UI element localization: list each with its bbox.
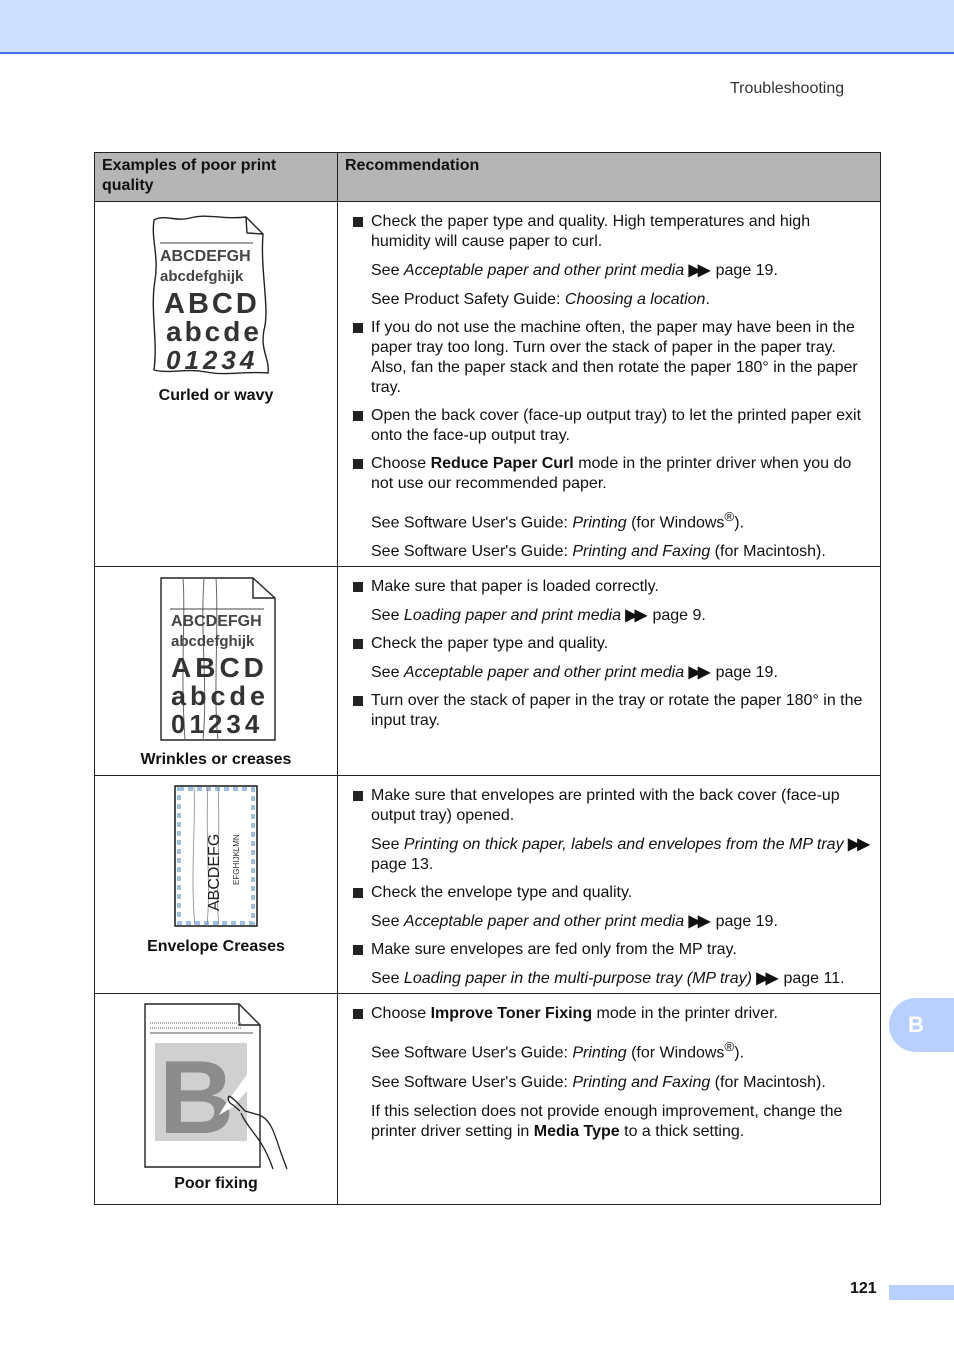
double-arrow-icon: ▶▶: [756, 970, 775, 988]
reference: See Acceptable paper and other print media ▶▶ page 19.: [371, 262, 778, 279]
page-number: 121: [850, 1280, 877, 1297]
reference: See Loading paper in the multi-purpose tray (MP tray) ▶▶ page 11.: [371, 970, 845, 988]
example-cell: [95, 776, 338, 994]
illus-line-4: abcde: [171, 681, 270, 712]
reference: See Loading paper and print media ▶▶ page 9.: [371, 607, 706, 625]
bullet-item: Choose Improve Toner Fixing mode in the printer driver.: [351, 1004, 872, 1024]
page-number-bar: [889, 1285, 954, 1300]
note: If this selection does not provide enough improvement, change the printer driver setting in Media Type to a thick setting.: [371, 1102, 843, 1140]
illus-line-5: 01234: [171, 709, 264, 740]
envelope-text-1: ABCDEFG: [206, 833, 223, 912]
example-cell: [95, 202, 338, 567]
bullet-item: Check the paper type and quality. High temperatures and high humidity will cause paper to curl.: [351, 212, 872, 252]
illus-line-1: ABCDEFGH: [171, 613, 262, 631]
reference: See Product Safety Guide: Choosing a location.: [371, 291, 710, 308]
bullet-item: Check the paper type and quality.: [351, 634, 872, 654]
bullet-item: Make sure that paper is loaded correctly.: [351, 577, 872, 597]
example-caption: Wrinkles or creases: [140, 751, 292, 769]
double-arrow-icon: ▶▶: [688, 262, 708, 279]
illus-line-4: abcde: [166, 316, 262, 347]
bullet-item: Turn over the stack of paper in the tray or rotate the paper 180° in the input tray.: [351, 691, 872, 731]
illus-line-5: 01234: [166, 345, 259, 375]
recommendation-cell: [338, 994, 881, 1205]
envelope-illustration: [174, 785, 258, 927]
header-bar: [0, 0, 954, 54]
reference: See Software User's Guide: Printing and Faxing (for Macintosh).: [371, 1073, 826, 1091]
bullet-item: Choose Reduce Paper Curl mode in the printer driver when you do not use our recommended paper.: [351, 454, 872, 494]
table-row: [95, 994, 881, 1205]
double-arrow-icon: ▶▶: [625, 607, 645, 625]
reference: See Software User's Guide: Printing (for Windows®).: [371, 1039, 745, 1062]
troubleshooting-table: [94, 152, 881, 1205]
col-recommendation-header: Recommendation: [338, 153, 881, 202]
recommendation-cell: [338, 776, 881, 994]
example-cell: [95, 567, 338, 776]
example-caption: Envelope Creases: [147, 938, 285, 956]
bullet-item: Make sure envelopes are fed only from the MP tray.: [351, 940, 872, 960]
illus-line-3: ABCD: [171, 652, 268, 684]
reference: See Software User's Guide: Printing (for Windows®).: [371, 509, 745, 532]
chapter-tab: B: [889, 998, 954, 1052]
table-row: [95, 776, 881, 994]
illus-line-2: abcdefghijk: [160, 268, 244, 285]
example-cell: [95, 994, 338, 1205]
illus-line-2: abcdefghijk: [171, 633, 255, 651]
bullet-item: Make sure that envelopes are printed with the back cover (face-up output tray) opened.: [351, 786, 872, 826]
illus-line-3: ABCD: [164, 288, 260, 320]
reference: See Printing on thick paper, labels and envelopes from the MP tray ▶▶ page 13.: [371, 836, 867, 874]
fixing-letter: B: [159, 1040, 235, 1157]
poor-fixing-illustration: [141, 1003, 291, 1171]
illus-line-1: ABCDEFGH: [160, 248, 251, 265]
col-examples-header: Examples of poor print quality: [95, 153, 338, 202]
recommendation-cell: [338, 567, 881, 776]
double-arrow-icon: ▶▶: [688, 913, 708, 931]
reference: See Software User's Guide: Printing and Faxing (for Macintosh).: [371, 543, 826, 561]
reference: See Acceptable paper and other print media ▶▶ page 19.: [371, 664, 778, 682]
recommendation-cell: [338, 202, 881, 567]
bullet-item: Open the back cover (face-up output tray) to let the printed paper exit onto the face-up output tray.: [351, 406, 872, 446]
double-arrow-icon: ▶▶: [848, 836, 867, 854]
bullet-item: Check the envelope type and quality.: [351, 883, 872, 903]
double-arrow-icon: ▶▶: [688, 664, 708, 682]
envelope-text-2: EFGHIJKLMN: [232, 834, 241, 886]
table-row: [95, 567, 881, 776]
bullet-item: If you do not use the machine often, the paper may have been in the paper tray too long. Turn over the stack of paper in the paper tray. Also, fan the paper stack and then rotate the paper 180° in the paper tray.: [351, 318, 872, 398]
table-header-row: [95, 153, 881, 202]
reference: See Acceptable paper and other print media ▶▶ page 19.: [371, 913, 778, 931]
table-row: [95, 202, 881, 567]
example-caption: Poor fixing: [174, 1175, 258, 1193]
wrinkled-paper-illustration: [156, 576, 276, 742]
curled-paper-illustration: [146, 210, 286, 380]
example-caption: Curled or wavy: [158, 387, 274, 404]
section-title: Troubleshooting: [730, 80, 845, 97]
